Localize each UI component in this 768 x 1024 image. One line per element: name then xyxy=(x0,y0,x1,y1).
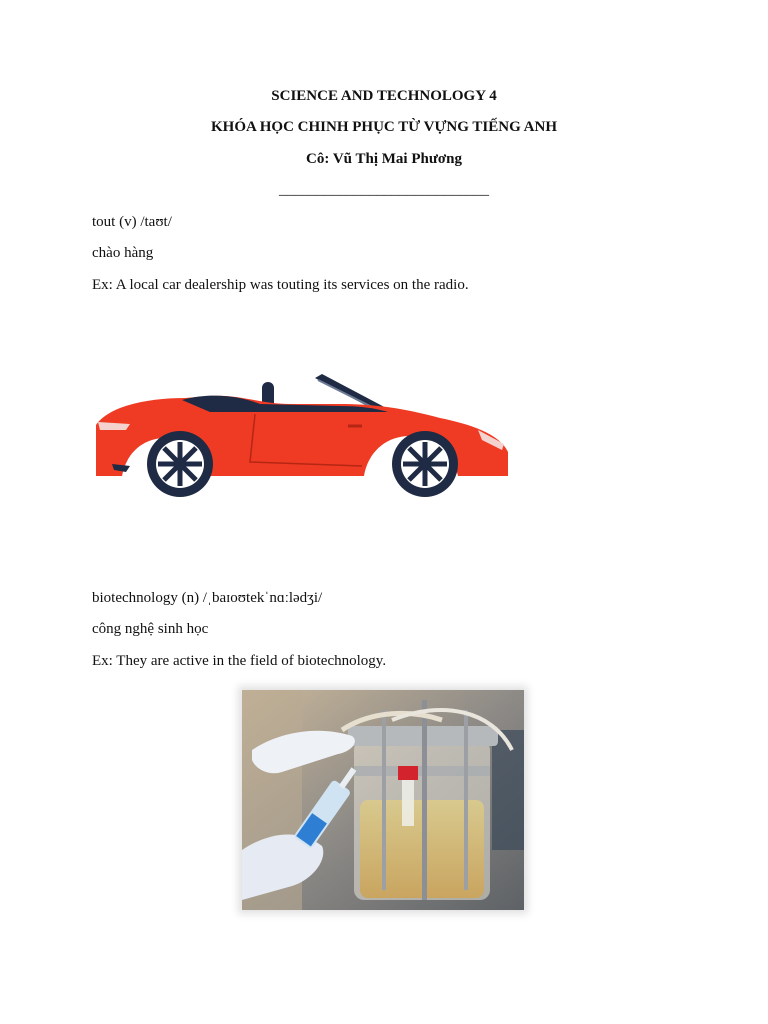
car-illustration xyxy=(90,370,510,500)
front-wheel xyxy=(147,431,213,497)
entry-1-headword: tout (v) /taʊt/ xyxy=(92,214,172,230)
entry-2-headword: biotechnology (n) /ˌbaɪoʊtekˈnɑːlədʒi/ xyxy=(92,590,323,606)
teacher-name: Cô: Vũ Thị Mai Phương xyxy=(306,151,462,167)
bioreactor-photo xyxy=(242,690,524,910)
course-title: KHÓA HỌC CHINH PHỤC TỪ VỰNG TIẾNG ANH xyxy=(210,119,557,135)
entry-2-meaning: công nghệ sinh học xyxy=(92,621,209,637)
red-convertible-car-image xyxy=(90,370,510,500)
entry-1-meaning: chào hàng xyxy=(92,245,154,261)
laboratory-bioreactor-image xyxy=(242,690,524,910)
separator-line: ____________________________ xyxy=(279,182,489,198)
rear-wheel xyxy=(392,431,458,497)
entry-2-example: Ex: They are active in the field of biotechnology. xyxy=(92,653,387,669)
page-title: SCIENCE AND TECHNOLOGY 4 xyxy=(271,88,497,104)
entry-1-example: Ex: A local car dealership was touting its services on the radio. xyxy=(92,277,469,293)
